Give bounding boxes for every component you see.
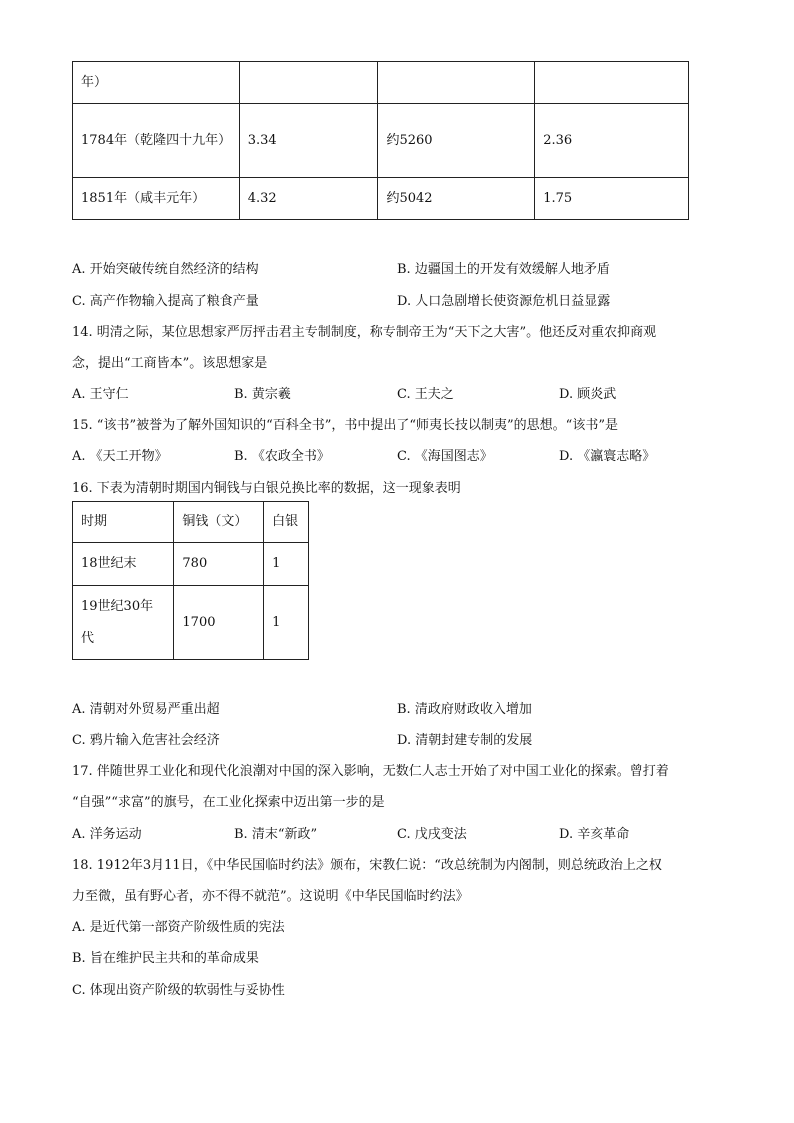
table-cell [378, 62, 535, 104]
table-cell: 19世纪30年代 [73, 586, 174, 660]
q14-option-a: A. 王守仁 [72, 387, 129, 402]
table-cell: 1 [264, 586, 309, 660]
q17-option-b: B. 清末“新政” [234, 827, 318, 842]
q18-option-a: A. 是近代第一部资产阶级性质的宪法 [72, 920, 285, 935]
q13-option-d: D. 人口急剧增长使资源危机日益显露 [397, 294, 611, 309]
population-table [72, 61, 689, 220]
table-row [73, 543, 309, 586]
q18-stem-line2: 力至微，虽有野心者，亦不得不就范”。这说明《中华民国临时约法》 [72, 889, 469, 904]
table-cell: 3.34 [239, 104, 378, 178]
table-cell: 年） [73, 62, 240, 104]
table-cell [239, 62, 378, 104]
q16-option-d: D. 清朝封建专制的发展 [397, 733, 533, 748]
q17-option-c: C. 戊戌变法 [397, 827, 467, 842]
table-cell [535, 62, 689, 104]
q17-option-a: A. 洋务运动 [72, 827, 142, 842]
table-cell: 1784年（乾隆四十九年） [73, 104, 240, 178]
table-row [73, 104, 689, 178]
q15-option-d: D. 《瀛寰志略》 [559, 449, 656, 464]
q14-stem-line2: 念，提出“工商皆本”。该思想家是 [72, 356, 268, 371]
table-cell: 1700 [174, 586, 264, 660]
exchange-rate-table [72, 501, 309, 660]
q16-option-b: B. 清政府财政收入增加 [397, 702, 532, 717]
q15-option-b: B. 《农政全书》 [234, 449, 330, 464]
table-cell: 1851年（咸丰元年） [73, 178, 240, 220]
table-cell: 780 [174, 543, 264, 586]
q16-stem-line1: 16. 下表为清朝时期国内铜钱与白银兑换比率的数据，这一现象表明 [72, 481, 461, 496]
table-row [73, 586, 309, 660]
q13-option-c: C. 高产作物输入提高了粮食产量 [72, 294, 259, 309]
q14-option-c: C. 王夫之 [397, 387, 454, 402]
table-cell: 1 [264, 543, 309, 586]
q16-option-c: C. 鸦片输入危害社会经济 [72, 733, 220, 748]
table-header-cell: 时期 [73, 502, 174, 543]
q15-stem-line1: 15. “该书”被誉为了解外国知识的“百科全书”，书中提出了“师夷长技以制夷”的思想。“该书”是 [72, 418, 618, 433]
table-row [73, 178, 689, 220]
table-header-row [73, 502, 309, 543]
q17-stem-line1: 17. 伴随世界工业化和现代化浪潮对中国的深入影响，无数仁人志士开始了对中国工业化的探索。曾打着 [72, 764, 669, 779]
q17-option-d: D. 辛亥革命 [559, 827, 630, 842]
q14-option-b: B. 黄宗羲 [234, 387, 291, 402]
table-header-cell: 白银 [264, 502, 309, 543]
q18-stem-line1: 18. 1912年3月11日，《中华民国临时约法》颁布，宋教仁说：“改总统制为内阁制，则总统政治上之权 [72, 858, 662, 873]
table-row [73, 62, 689, 104]
q18-option-b: B. 旨在维护民主共和的革命成果 [72, 951, 259, 966]
table-cell: 2.36 [535, 104, 689, 178]
q13-option-b: B. 边疆国土的开发有效缓解人地矛盾 [397, 262, 610, 277]
q15-option-c: C. 《海国图志》 [397, 449, 493, 464]
table-header-cell: 铜钱（文） [174, 502, 264, 543]
table-cell: 18世纪末 [73, 543, 174, 586]
q17-stem-line2: “自强”“求富”的旗号，在工业化探索中迈出第一步的是 [72, 795, 385, 810]
q14-stem-line1: 14. 明清之际，某位思想家严厉抨击君主专制制度，称专制帝王为“天下之大害”。他还反对重农抑商观 [72, 325, 657, 340]
table-cell: 约5260 [378, 104, 535, 178]
q18-option-c: C. 体现出资产阶级的软弱性与妥协性 [72, 983, 285, 998]
q15-option-a: A. 《天工开物》 [72, 449, 168, 464]
q13-option-a: A. 开始突破传统自然经济的结构 [72, 262, 259, 277]
table-cell: 1.75 [535, 178, 689, 220]
table-cell: 4.32 [239, 178, 378, 220]
table-cell: 约5042 [378, 178, 535, 220]
q14-option-d: D. 顾炎武 [559, 387, 617, 402]
q16-option-a: A. 清朝对外贸易严重出超 [72, 702, 220, 717]
